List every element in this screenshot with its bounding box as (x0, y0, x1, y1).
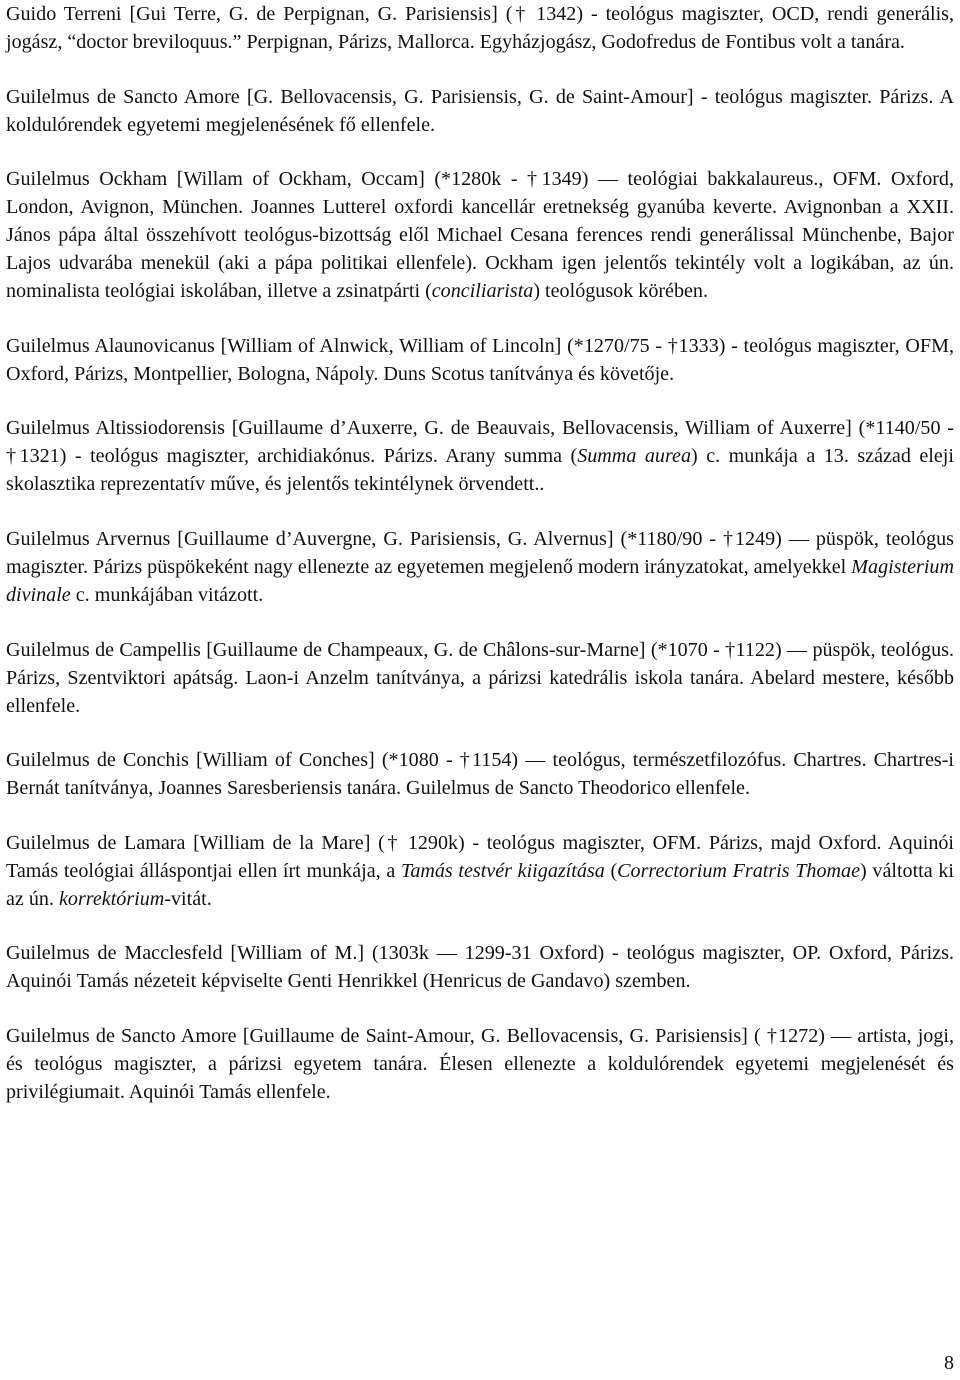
glossary-entry (6, 414, 954, 498)
entry-text: ) c. munkája a 13. század eleji skolasztika reprezentatív műve, és jelentős tekintélynek örvendett.. (6, 445, 954, 496)
entry-text: -vitát. (164, 887, 212, 910)
entry-text: ( (604, 859, 618, 882)
entry-text: Guilelmus Altissiodorensis [Guillaume d’Auxerre, G. de Beauvais, Bellovacensis, William of Auxerre] (*1140/50 - †1321) - teológus magiszter, archidiakónus. Párizs. Arany summa ( (6, 417, 954, 468)
entry-paragraph (6, 636, 954, 720)
italic-text: Magisterium divinale (6, 555, 954, 606)
glossary-entry (6, 165, 954, 305)
entry-paragraph (6, 414, 954, 498)
glossary-entry (6, 0, 954, 56)
entry-paragraph (6, 332, 954, 388)
glossary-entry (6, 83, 954, 139)
italic-text: Correctorium Fratris Thomae (617, 859, 861, 882)
italic-text: Summa aurea (577, 445, 691, 468)
glossary-entry (6, 636, 954, 720)
entry-text: Guilelmus de Macclesfeld [William of M.] (1303k — 1299-31 Oxford) - teológus magiszter, OP. Oxford, Párizs. Aquinói Tamás nézeteit képviselte Genti Henrikkel (Henricus de Gandavo) szemben. (6, 942, 954, 993)
entry-paragraph (6, 1022, 954, 1106)
entry-paragraph (6, 165, 954, 305)
entry-text: Guilelmus Alaunovicanus [William of Alnwick, William of Lincoln] (*1270/75 - †1333) - teológus magiszter, OFM, Oxford, Párizs, Montpellier, Bologna, Nápoly. Duns Scotus tanítványa és követője. (6, 334, 954, 385)
glossary-entry (6, 829, 954, 913)
entry-text: Guido Terreni [Gui Terre, G. de Perpignan, G. Parisiensis] († 1342) - teológus magiszter, OCD, rendi generális, jogász, “doctor breviloquus.” Perpignan, Párizs, Mallorca. Egyházjogász, Godofredus de Fontibus volt a tanára. (6, 3, 954, 53)
entry-text: Guilelmus de Lamara [William de la Mare] († 1290k) - teológus magiszter, OFM. Párizs, majd Oxford. Aquinói Tamás teológiai álláspontjai ellen írt munkája, a (6, 831, 954, 882)
italic-text: Tamás testvér kiigazítása (400, 859, 605, 882)
glossary-entry (6, 525, 954, 609)
glossary-entry (6, 939, 954, 995)
entry-text: Guilelmus Arvernus [Guillaume d’Auvergne, G. Parisiensis, G. Alvernus] (*1180/90 - †1249) — püspök, teológus magiszter. Párizs püspökeként nagy ellenezte az egyetemen megjelenő modern irányzatokat, amelyekkel (6, 527, 954, 578)
entry-text: ) váltotta ki az ún. (6, 859, 954, 910)
entry-paragraph (6, 939, 954, 995)
entry-text: Guilelmus de Sancto Amore [G. Bellovacensis, G. Parisiensis, G. de Saint-Amour] - teológus magiszter. Párizs. A koldulórendek egyetemi megjelenésének fő ellenfele. (6, 85, 954, 136)
entry-text: ) teológusok körében. (533, 280, 709, 303)
glossary-entry (6, 746, 954, 802)
glossary-entry (6, 332, 954, 388)
entry-paragraph (6, 829, 954, 913)
glossary-entry (6, 1022, 954, 1106)
page-number: 8 (944, 1352, 954, 1374)
entry-paragraph (6, 746, 954, 802)
entry-text: Guilelmus de Conchis [William of Conches] (*1080 - †1154) — teológus, természetfilozófus. Chartres. Chartres-i Bernát tanítványa, Joannes Saresberiensis tanára. Guilelmus de Sancto Theodorico ellenfele. (6, 749, 954, 800)
italic-text: korrektórium (59, 887, 165, 910)
entry-text: Guilelmus de Sancto Amore [Guillaume de Saint-Amour, G. Bellovacensis, G. Parisiensis] ( †1272) — artista, jogi, és teológus magiszter, a párizsi egyetem tanára. Élesen ellenezte a koldulórendek egyetemi megjelenését és privilégiumait. Aquinói Tamás ellenfele. (6, 1024, 954, 1103)
document-page (6, 0, 954, 1133)
entry-paragraph (6, 525, 954, 609)
entry-text: Guilelmus de Campellis [Guillaume de Champeaux, G. de Châlons-sur-Marne] (*1070 - †1122) — püspök, teológus. Párizs, Szentviktori apátság. Laon-i Anzelm tanítványa, a párizsi katedrális iskola tanára. Abelard mestere, később ellenfele. (6, 638, 954, 717)
entry-paragraph (6, 0, 954, 56)
italic-text: conciliarista (431, 280, 534, 303)
entry-text: Guilelmus Ockham [Willam of Ockham, Occam] (*1280k - †1349) — teológiai bakkalaureus., OFM. Oxford, London, Avignon, München. Joannes Lutterel oxfordi kancellár eretnekség gyanúba keverte. Avignonban a XXII. János pápa által összehívott teológus-bizottság elől Michael Cesana ferences rendi generálissal Münchenbe, Bajor Lajos udvarába menekül (aki a pápa politikai ellenfele). Ockham igen jelentős tekintély volt a logikában, az ún. nominalista teológiai iskolában, illetve a zsinatpárti ( (6, 168, 954, 303)
entry-paragraph (6, 83, 954, 139)
entry-text: c. munkájában vitázott. (70, 583, 264, 606)
